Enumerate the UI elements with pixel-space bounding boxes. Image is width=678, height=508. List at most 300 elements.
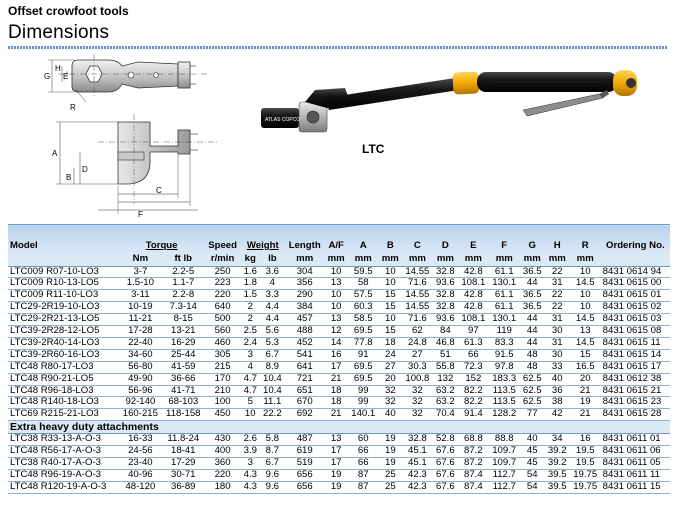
cell-c: 24.8 bbox=[402, 337, 433, 349]
col-torque bbox=[119, 225, 205, 253]
cell-order: 8431 0615 14 bbox=[601, 349, 670, 361]
cell-speed: 460 bbox=[205, 337, 241, 349]
cell-model: LTC39-2R28-12-LO5 bbox=[8, 326, 119, 338]
cell-order: 8431 0614 94 bbox=[601, 266, 670, 278]
cell-b: 15 bbox=[379, 290, 402, 302]
table-row bbox=[8, 470, 670, 482]
cell-ftlb: 2.2-5 bbox=[162, 266, 204, 278]
unit-ordering bbox=[601, 253, 670, 267]
table-row bbox=[8, 266, 670, 278]
cell-speed: 500 bbox=[205, 314, 241, 326]
cell-nm: 40-96 bbox=[119, 470, 162, 482]
extra-rows bbox=[8, 434, 670, 494]
cell-b: 19 bbox=[379, 446, 402, 458]
cell-model: LTC48 R120-19-A-O-3 bbox=[8, 481, 119, 493]
cell-af: 21 bbox=[325, 409, 348, 421]
cell-af: 16 bbox=[325, 349, 348, 361]
cell-f: 113.5 bbox=[489, 385, 520, 397]
cell-e: 91.4 bbox=[458, 409, 489, 421]
cell-kg: 2 bbox=[241, 314, 260, 326]
cell-nm: 3-11 bbox=[119, 290, 162, 302]
cell-h: 40 bbox=[545, 373, 570, 385]
cell-c: 42.3 bbox=[402, 481, 433, 493]
cell-e: 42.8 bbox=[458, 302, 489, 314]
cell-kg: 2 bbox=[241, 302, 260, 314]
cell-b: 18 bbox=[379, 337, 402, 349]
cell-length: 304 bbox=[285, 266, 325, 278]
extra-heading: Extra heavy duty attachments bbox=[8, 421, 670, 434]
cell-h: 31 bbox=[545, 337, 570, 349]
cell-a: 66 bbox=[348, 458, 379, 470]
cell-c: 45.1 bbox=[402, 458, 433, 470]
cell-g: 77 bbox=[520, 409, 545, 421]
table-row bbox=[8, 397, 670, 409]
cell-f: 61.1 bbox=[489, 290, 520, 302]
cell-length: 692 bbox=[285, 409, 325, 421]
cell-kg: 2.4 bbox=[241, 337, 260, 349]
cell-f: 183.3 bbox=[489, 373, 520, 385]
cell-nm: 17-28 bbox=[119, 326, 162, 338]
col-model: Model bbox=[8, 225, 119, 253]
cell-lb: 10.4 bbox=[260, 373, 285, 385]
cell-kg: 2.6 bbox=[241, 434, 260, 446]
cell-order: 8431 0615 23 bbox=[601, 397, 670, 409]
cell-c: 14.55 bbox=[402, 302, 433, 314]
cell-kg: 1.5 bbox=[241, 290, 260, 302]
cell-e: 87.4 bbox=[458, 481, 489, 493]
cell-model: LTC48 R80-17-LO3 bbox=[8, 361, 119, 373]
col-torque-label: Torque bbox=[145, 239, 178, 251]
cell-kg: 4.7 bbox=[241, 373, 260, 385]
cell-model: LTC39-2R60-16-LO3 bbox=[8, 349, 119, 361]
cell-nm: 11-21 bbox=[119, 314, 162, 326]
cell-f: 119 bbox=[489, 326, 520, 338]
cell-ftlb: 17-29 bbox=[162, 458, 204, 470]
cell-model: LTC38 R40-17-A-O-3 bbox=[8, 458, 119, 470]
cell-c: 32 bbox=[402, 409, 433, 421]
cell-model: LTC69 R215-21-LO3 bbox=[8, 409, 119, 421]
cell-ftlb: 18-41 bbox=[162, 446, 204, 458]
table-row bbox=[8, 481, 670, 493]
cell-ftlb: 8-15 bbox=[162, 314, 204, 326]
cell-speed: 180 bbox=[205, 481, 241, 493]
cell-length: 651 bbox=[285, 385, 325, 397]
cell-af: 17 bbox=[325, 361, 348, 373]
dimension-drawing bbox=[38, 54, 248, 219]
col-ordering: Ordering No. bbox=[601, 225, 670, 253]
cell-ftlb: 41-71 bbox=[162, 385, 204, 397]
header-row bbox=[8, 225, 670, 253]
cell-f: 130.1 bbox=[489, 278, 520, 290]
cell-c: 32 bbox=[402, 397, 433, 409]
cell-f: 112.7 bbox=[489, 481, 520, 493]
cell-model: LTC48 R96-18-LO3 bbox=[8, 385, 119, 397]
cell-lb: 9.6 bbox=[260, 481, 285, 493]
table-row bbox=[8, 434, 670, 446]
cell-g: 62.5 bbox=[520, 373, 545, 385]
section-title: Offset crowfoot tools bbox=[8, 4, 129, 18]
table-row bbox=[8, 349, 670, 361]
unit-f: mm bbox=[489, 253, 520, 267]
cell-lb: 8.7 bbox=[260, 446, 285, 458]
cell-length: 290 bbox=[285, 290, 325, 302]
cell-af: 17 bbox=[325, 458, 348, 470]
cell-b: 10 bbox=[379, 314, 402, 326]
cell-lb: 4.4 bbox=[260, 314, 285, 326]
unit-r: mm bbox=[570, 253, 601, 267]
col-weight-label: Weight bbox=[246, 239, 279, 251]
cell-a: 58.5 bbox=[348, 314, 379, 326]
cell-b: 32 bbox=[379, 385, 402, 397]
cell-lb: 9.6 bbox=[260, 470, 285, 482]
cell-r: 14.5 bbox=[570, 278, 601, 290]
cell-order: 8431 0615 17 bbox=[601, 361, 670, 373]
cell-e: 42.8 bbox=[458, 266, 489, 278]
cell-nm: 48-120 bbox=[119, 481, 162, 493]
cell-speed: 360 bbox=[205, 458, 241, 470]
cell-kg: 1.6 bbox=[241, 266, 260, 278]
cell-lb: 4.4 bbox=[260, 302, 285, 314]
cell-model: LTC009 R07-10-LO3 bbox=[8, 266, 119, 278]
cell-speed: 305 bbox=[205, 349, 241, 361]
cell-ftlb: 41-59 bbox=[162, 361, 204, 373]
cell-f: 97.8 bbox=[489, 361, 520, 373]
cell-model: LTC009 R10-13-LO5 bbox=[8, 278, 119, 290]
table-row bbox=[8, 326, 670, 338]
cell-g: 54 bbox=[520, 470, 545, 482]
cell-kg: 1.8 bbox=[241, 278, 260, 290]
cell-g: 62.5 bbox=[520, 397, 545, 409]
cell-a: 99 bbox=[348, 397, 379, 409]
col-length: Length bbox=[285, 225, 325, 253]
cell-h: 39.5 bbox=[545, 470, 570, 482]
cell-h: 31 bbox=[545, 314, 570, 326]
cell-h: 30 bbox=[545, 349, 570, 361]
cell-r: 19.5 bbox=[570, 446, 601, 458]
cell-model: LTC48 R140-18-LO3 bbox=[8, 397, 119, 409]
cell-speed: 250 bbox=[205, 266, 241, 278]
cell-length: 656 bbox=[285, 470, 325, 482]
cell-a: 60.3 bbox=[348, 302, 379, 314]
unit-b: mm bbox=[379, 253, 402, 267]
cell-d: 46.8 bbox=[433, 337, 458, 349]
cell-af: 18 bbox=[325, 385, 348, 397]
unit-h: mm bbox=[545, 253, 570, 267]
cell-model: LTC009 R11-10-LO3 bbox=[8, 290, 119, 302]
cell-length: 619 bbox=[285, 446, 325, 458]
col-g: G bbox=[520, 225, 545, 253]
cell-order: 8431 0615 11 bbox=[601, 337, 670, 349]
cell-e: 82.2 bbox=[458, 385, 489, 397]
cell-order: 8431 0611 05 bbox=[601, 458, 670, 470]
cell-a: 140.1 bbox=[348, 409, 379, 421]
cell-a: 87 bbox=[348, 481, 379, 493]
unit-c: mm bbox=[402, 253, 433, 267]
cell-lb: 11.1 bbox=[260, 397, 285, 409]
cell-order: 8431 0615 28 bbox=[601, 409, 670, 421]
cell-h: 22 bbox=[545, 266, 570, 278]
unit-nm: Nm bbox=[119, 253, 162, 267]
unit-a: mm bbox=[348, 253, 379, 267]
dim-label-g: G bbox=[44, 72, 51, 81]
cell-nm: 3-7 bbox=[119, 266, 162, 278]
unit-af: mm bbox=[325, 253, 348, 267]
cell-ftlb: 16-29 bbox=[162, 337, 204, 349]
cell-h: 39.2 bbox=[545, 446, 570, 458]
cell-kg: 4.3 bbox=[241, 481, 260, 493]
col-f: F bbox=[489, 225, 520, 253]
cell-length: 488 bbox=[285, 326, 325, 338]
cell-af: 10 bbox=[325, 290, 348, 302]
cell-b: 27 bbox=[379, 361, 402, 373]
cell-r: 19.5 bbox=[570, 458, 601, 470]
cell-e: 68.8 bbox=[458, 434, 489, 446]
dim-label-c: C bbox=[156, 186, 162, 195]
cell-af: 10 bbox=[325, 302, 348, 314]
cell-speed: 560 bbox=[205, 326, 241, 338]
cell-order: 8431 0615 02 bbox=[601, 302, 670, 314]
heading-divider bbox=[8, 46, 668, 49]
cell-e: 108.1 bbox=[458, 278, 489, 290]
cell-f: 91.5 bbox=[489, 349, 520, 361]
cell-f: 61.1 bbox=[489, 266, 520, 278]
unit-ftlb: ft lb bbox=[162, 253, 204, 267]
cell-d: 84 bbox=[433, 326, 458, 338]
cell-h: 33 bbox=[545, 361, 570, 373]
cell-r: 20 bbox=[570, 373, 601, 385]
cell-order: 8431 0611 01 bbox=[601, 434, 670, 446]
cell-nm: 49-90 bbox=[119, 373, 162, 385]
cell-r: 14.5 bbox=[570, 314, 601, 326]
cell-r: 16 bbox=[570, 434, 601, 446]
cell-speed: 640 bbox=[205, 302, 241, 314]
cell-length: 656 bbox=[285, 481, 325, 493]
cell-r: 10 bbox=[570, 302, 601, 314]
cell-ftlb: 2.2-8 bbox=[162, 290, 204, 302]
cell-r: 10 bbox=[570, 266, 601, 278]
cell-length: 541 bbox=[285, 349, 325, 361]
cell-a: 99 bbox=[348, 385, 379, 397]
cell-c: 71.6 bbox=[402, 278, 433, 290]
cell-length: 487 bbox=[285, 434, 325, 446]
col-a: A bbox=[348, 225, 379, 253]
cell-nm: 23-40 bbox=[119, 458, 162, 470]
cell-order: 8431 0615 08 bbox=[601, 326, 670, 338]
unit-kg: kg bbox=[241, 253, 260, 267]
dim-label-b: B bbox=[66, 173, 72, 182]
table-row bbox=[8, 314, 670, 326]
cell-g: 44 bbox=[520, 337, 545, 349]
cell-order: 8431 0615 03 bbox=[601, 314, 670, 326]
cell-e: 72.3 bbox=[458, 361, 489, 373]
cell-a: 69.5 bbox=[348, 361, 379, 373]
cell-e: 108.1 bbox=[458, 314, 489, 326]
cell-r: 19.75 bbox=[570, 470, 601, 482]
cell-speed: 220 bbox=[205, 290, 241, 302]
cell-g: 48 bbox=[520, 349, 545, 361]
cell-af: 12 bbox=[325, 326, 348, 338]
cell-b: 19 bbox=[379, 458, 402, 470]
cell-speed: 400 bbox=[205, 446, 241, 458]
cell-kg: 2.5 bbox=[241, 326, 260, 338]
cell-b: 20 bbox=[379, 373, 402, 385]
cell-lb: 3.3 bbox=[260, 290, 285, 302]
cell-nm: 10-19 bbox=[119, 302, 162, 314]
cell-b: 25 bbox=[379, 470, 402, 482]
cell-c: 71.6 bbox=[402, 314, 433, 326]
table-row bbox=[8, 290, 670, 302]
cell-order: 8431 0615 21 bbox=[601, 385, 670, 397]
cell-model: LTC29-2R21-13-LO5 bbox=[8, 314, 119, 326]
cell-r: 13 bbox=[570, 326, 601, 338]
head-engraving: ATLAS COPCO bbox=[265, 117, 301, 123]
cell-lb: 4 bbox=[260, 278, 285, 290]
unit-d: mm bbox=[433, 253, 458, 267]
cell-kg: 4.7 bbox=[241, 385, 260, 397]
cell-length: 452 bbox=[285, 337, 325, 349]
cell-d: 93.6 bbox=[433, 314, 458, 326]
table-row bbox=[8, 278, 670, 290]
cell-c: 100.8 bbox=[402, 373, 433, 385]
table-row bbox=[8, 458, 670, 470]
table-row bbox=[8, 385, 670, 397]
unit-length: mm bbox=[285, 253, 325, 267]
col-c: C bbox=[402, 225, 433, 253]
cell-a: 87 bbox=[348, 470, 379, 482]
cell-af: 13 bbox=[325, 434, 348, 446]
cell-b: 15 bbox=[379, 326, 402, 338]
cell-b: 15 bbox=[379, 302, 402, 314]
cell-e: 152 bbox=[458, 373, 489, 385]
cell-h: 22 bbox=[545, 302, 570, 314]
cell-nm: 56-96 bbox=[119, 385, 162, 397]
unit-lb: lb bbox=[260, 253, 285, 267]
cell-ftlb: 1.1-7 bbox=[162, 278, 204, 290]
col-speed: Speed bbox=[205, 225, 241, 253]
cell-ftlb: 36-89 bbox=[162, 481, 204, 493]
dim-label-f: F bbox=[138, 210, 143, 219]
cell-r: 21 bbox=[570, 385, 601, 397]
cell-kg: 4 bbox=[241, 361, 260, 373]
cell-e: 97 bbox=[458, 326, 489, 338]
cell-b: 10 bbox=[379, 266, 402, 278]
cell-f: 83.3 bbox=[489, 337, 520, 349]
cell-lb: 8.9 bbox=[260, 361, 285, 373]
cell-a: 58 bbox=[348, 278, 379, 290]
table-row bbox=[8, 446, 670, 458]
cell-f: 130.1 bbox=[489, 314, 520, 326]
cell-af: 14 bbox=[325, 337, 348, 349]
cell-length: 384 bbox=[285, 302, 325, 314]
cell-d: 63.2 bbox=[433, 385, 458, 397]
tool-photo bbox=[255, 64, 650, 144]
cell-length: 641 bbox=[285, 361, 325, 373]
cell-model: LTC29-2R19-10-LO3 bbox=[8, 302, 119, 314]
cell-b: 10 bbox=[379, 278, 402, 290]
cell-nm: 160-215 bbox=[119, 409, 162, 421]
cell-d: 63.2 bbox=[433, 397, 458, 409]
cell-kg: 10 bbox=[241, 409, 260, 421]
cell-d: 32.8 bbox=[433, 290, 458, 302]
cell-kg: 3 bbox=[241, 458, 260, 470]
cell-h: 39.2 bbox=[545, 458, 570, 470]
cell-g: 44 bbox=[520, 278, 545, 290]
dim-label-d: D bbox=[82, 165, 88, 174]
main-rows bbox=[8, 266, 670, 421]
cell-nm: 34-60 bbox=[119, 349, 162, 361]
cell-g: 44 bbox=[520, 326, 545, 338]
cell-order: 8431 0611 15 bbox=[601, 481, 670, 493]
cell-r: 15 bbox=[570, 349, 601, 361]
cell-a: 91 bbox=[348, 349, 379, 361]
cell-c: 14.55 bbox=[402, 266, 433, 278]
unit-g: mm bbox=[520, 253, 545, 267]
cell-nm: 16-33 bbox=[119, 434, 162, 446]
cell-f: 109.7 bbox=[489, 446, 520, 458]
table-row bbox=[8, 302, 670, 314]
cell-h: 30 bbox=[545, 326, 570, 338]
cell-d: 132 bbox=[433, 373, 458, 385]
cell-c: 32.8 bbox=[402, 434, 433, 446]
col-r: R bbox=[570, 225, 601, 253]
cell-af: 17 bbox=[325, 446, 348, 458]
cell-lb: 6.7 bbox=[260, 458, 285, 470]
cell-b: 32 bbox=[379, 397, 402, 409]
side-view bbox=[56, 114, 218, 214]
cell-speed: 210 bbox=[205, 385, 241, 397]
cell-f: 109.7 bbox=[489, 458, 520, 470]
cell-f: 113.5 bbox=[489, 397, 520, 409]
top-view bbox=[48, 54, 208, 102]
units-row bbox=[8, 253, 670, 267]
cell-order: 8431 0615 00 bbox=[601, 278, 670, 290]
table-row bbox=[8, 409, 670, 421]
cell-h: 34 bbox=[545, 434, 570, 446]
cell-kg: 3 bbox=[241, 349, 260, 361]
cell-h: 22 bbox=[545, 290, 570, 302]
cell-f: 128.2 bbox=[489, 409, 520, 421]
cell-lb: 5.6 bbox=[260, 326, 285, 338]
cell-h: 42 bbox=[545, 409, 570, 421]
cell-model: LTC48 R96-19-A-O-3 bbox=[8, 470, 119, 482]
cell-lb: 5.3 bbox=[260, 337, 285, 349]
cell-lb: 3.6 bbox=[260, 266, 285, 278]
cell-d: 93.6 bbox=[433, 278, 458, 290]
cell-af: 13 bbox=[325, 278, 348, 290]
cell-d: 52.8 bbox=[433, 434, 458, 446]
cell-e: 87.2 bbox=[458, 458, 489, 470]
cell-h: 38 bbox=[545, 397, 570, 409]
cell-ftlb: 68-103 bbox=[162, 397, 204, 409]
cell-order: 8431 0612 38 bbox=[601, 373, 670, 385]
cell-model: LTC48 R56-17-A-O-3 bbox=[8, 446, 119, 458]
cell-ftlb: 25-44 bbox=[162, 349, 204, 361]
cell-b: 40 bbox=[379, 409, 402, 421]
cell-g: 48 bbox=[520, 361, 545, 373]
cell-a: 59.5 bbox=[348, 266, 379, 278]
cell-e: 42.8 bbox=[458, 290, 489, 302]
cell-ftlb: 11.8-24 bbox=[162, 434, 204, 446]
dimensions-table bbox=[8, 224, 670, 494]
cell-c: 30.3 bbox=[402, 361, 433, 373]
cell-a: 69.5 bbox=[348, 373, 379, 385]
cell-g: 40 bbox=[520, 434, 545, 446]
cell-lb: 5.8 bbox=[260, 434, 285, 446]
cell-speed: 450 bbox=[205, 409, 241, 421]
cell-r: 19.75 bbox=[570, 481, 601, 493]
dim-label-a: A bbox=[52, 149, 58, 158]
cell-lb: 10.4 bbox=[260, 385, 285, 397]
